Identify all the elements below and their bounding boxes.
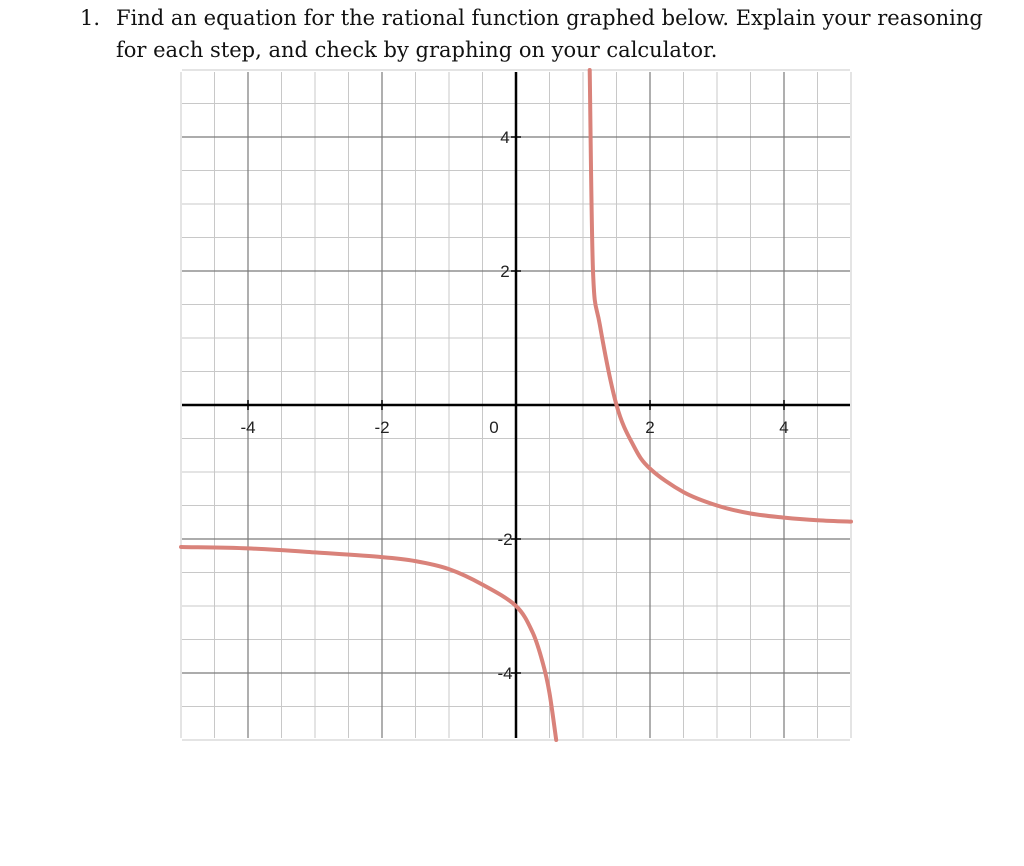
x-tick-label: 4 [779, 418, 789, 437]
y-tick-label: 4 [500, 128, 510, 147]
question-line-2: for each step, and check by graphing on your calculator. [116, 38, 718, 62]
x-tick-label: -2 [374, 418, 390, 437]
x-tick-label: 0 [489, 418, 499, 437]
question-number: 1. [80, 6, 101, 30]
curve-left-branch [181, 547, 556, 740]
y-tick-label: 2 [500, 262, 510, 281]
question-line-1: Find an equation for the rational function graphed below. Explain your reasoning [116, 6, 983, 30]
x-tick-label: 2 [645, 418, 655, 437]
y-tick-label: -2 [497, 530, 513, 549]
x-tick-label: -4 [240, 418, 256, 437]
curve-right-branch [590, 70, 851, 522]
y-tick-label: -4 [497, 664, 513, 683]
